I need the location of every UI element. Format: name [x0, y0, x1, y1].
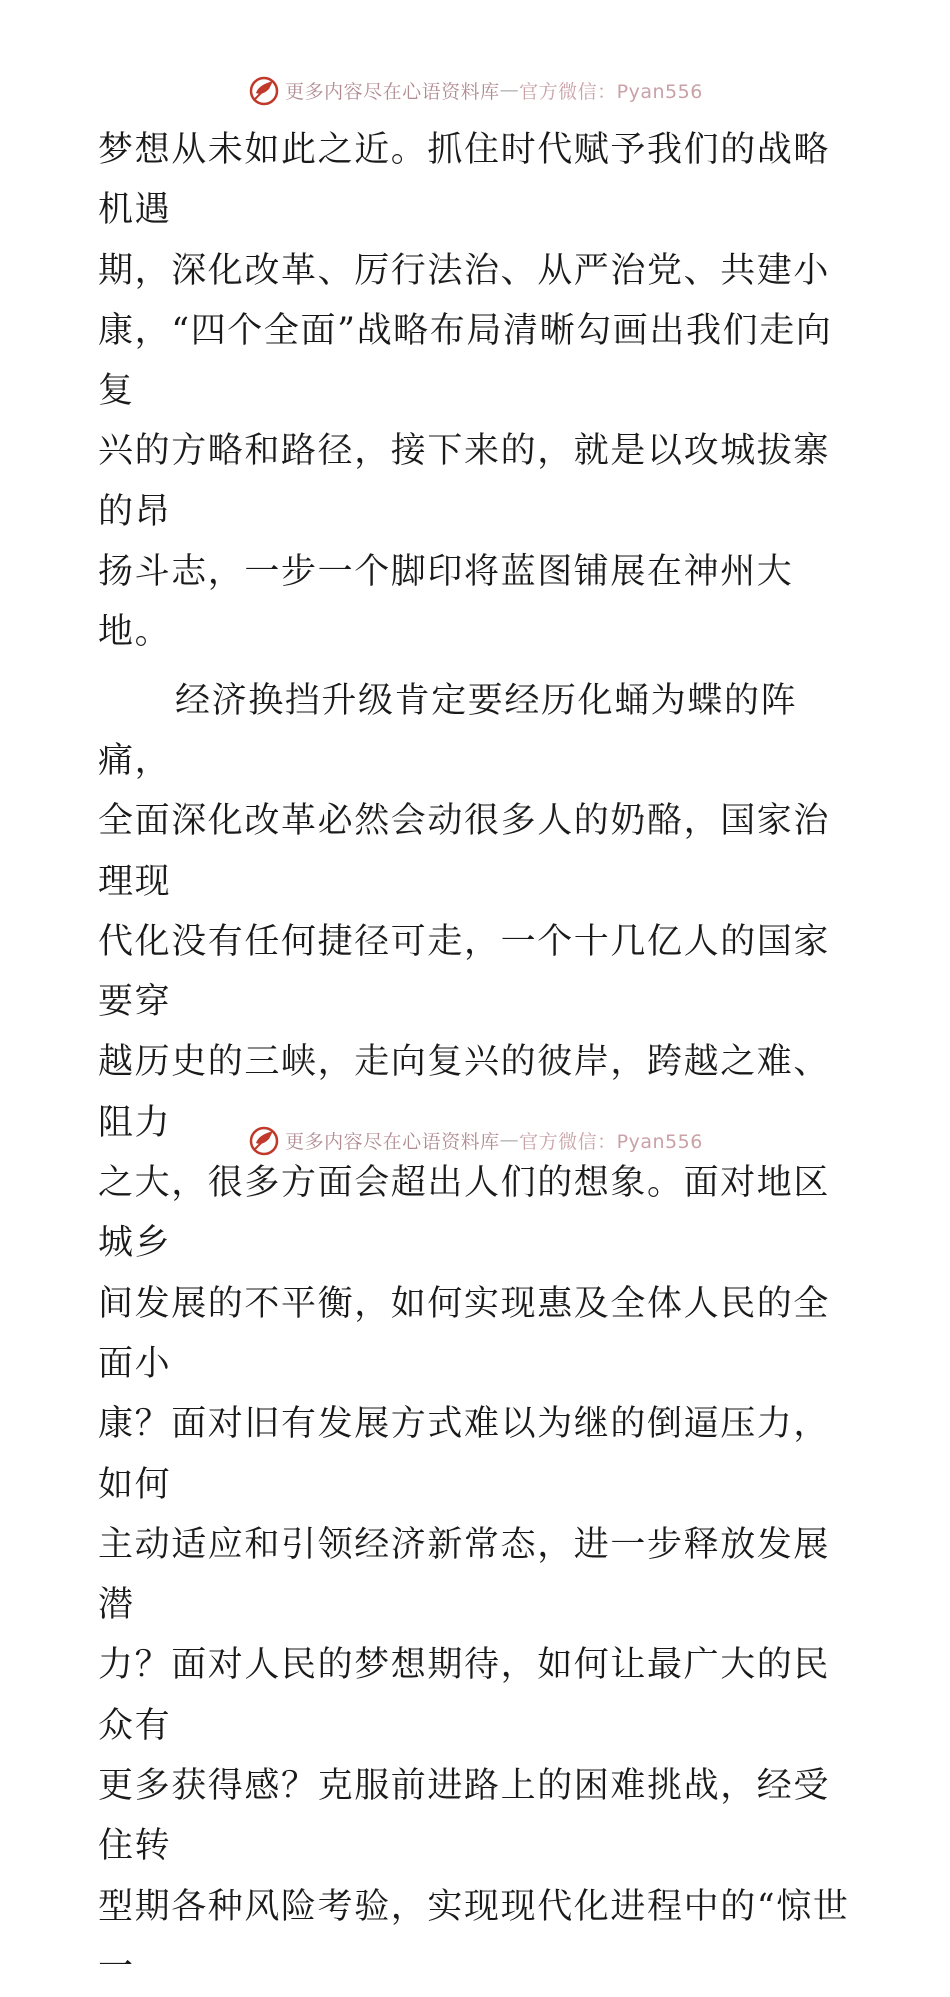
- footer-site-name: 更多内容尽在心语资料库: [285, 1130, 500, 1153]
- text-line: 经济换挡升级肯定要经历化蛹为蝶的阵痛，: [98, 680, 798, 781]
- header-wechat: 官方微信：Pyan556: [519, 80, 703, 103]
- text-line: 康，“四个全面”战略布局清晰勾画出我们走向复: [98, 310, 833, 412]
- pen-heart-logo-icon: [247, 73, 281, 107]
- footer-separator: —: [499, 1129, 520, 1151]
- text-line: 康？面对旧有发展方式难以为继的倒逼压力，如何: [98, 1404, 831, 1505]
- text-line: 之大，很多方面会超出人们的想象。面对地区城乡: [98, 1163, 831, 1264]
- text-line: 代化没有任何捷径可走，一个十几亿人的国家要穿: [98, 921, 831, 1023]
- text-line: 间发展的不平衡，如何实现惠及全体人民的全面小: [98, 1283, 831, 1384]
- text-line: 主动适应和引领经济新常态，进一步释放发展潜: [98, 1524, 831, 1626]
- text-line: 越历史的三峡，走向复兴的彼岸，跨越之难、阻力: [98, 1042, 831, 1143]
- text-line: 梦想从未如此之近。抓住时代赋予我们的战略机遇: [98, 130, 831, 231]
- paragraph-2: [98, 671, 858, 1997]
- pen-heart-logo-icon: [247, 1123, 281, 1157]
- footer-banner: [0, 1120, 950, 1160]
- document-body: [98, 120, 858, 1997]
- header-site-name: 更多内容尽在心语资料库: [285, 80, 500, 103]
- text-line: 更多获得感？克服前进路上的困难挑战，经受住转: [98, 1766, 831, 1867]
- footer-wechat: 官方微信：Pyan556: [519, 1130, 703, 1153]
- text-line: 期，深化改革、厉行法治、从严治党、共建小: [98, 250, 831, 291]
- text-line: 力？面对人民的梦想期待，如何让最广大的民众有: [98, 1645, 831, 1746]
- text-line: 扬斗志，一步一个脚印将蓝图铺展在神州大地。: [98, 552, 794, 653]
- text-line: 兴的方略和路径，接下来的，就是以攻城拔寨的昂: [98, 431, 831, 532]
- header-banner: [0, 70, 950, 110]
- text-line: 型期各种风险考验，实现现代化进程中的“惊世一: [98, 1886, 850, 1987]
- paragraph-1: [98, 120, 858, 663]
- header-separator: —: [499, 79, 520, 101]
- text-line: 全面深化改革必然会动很多人的奶酪，国家治理现: [98, 801, 831, 902]
